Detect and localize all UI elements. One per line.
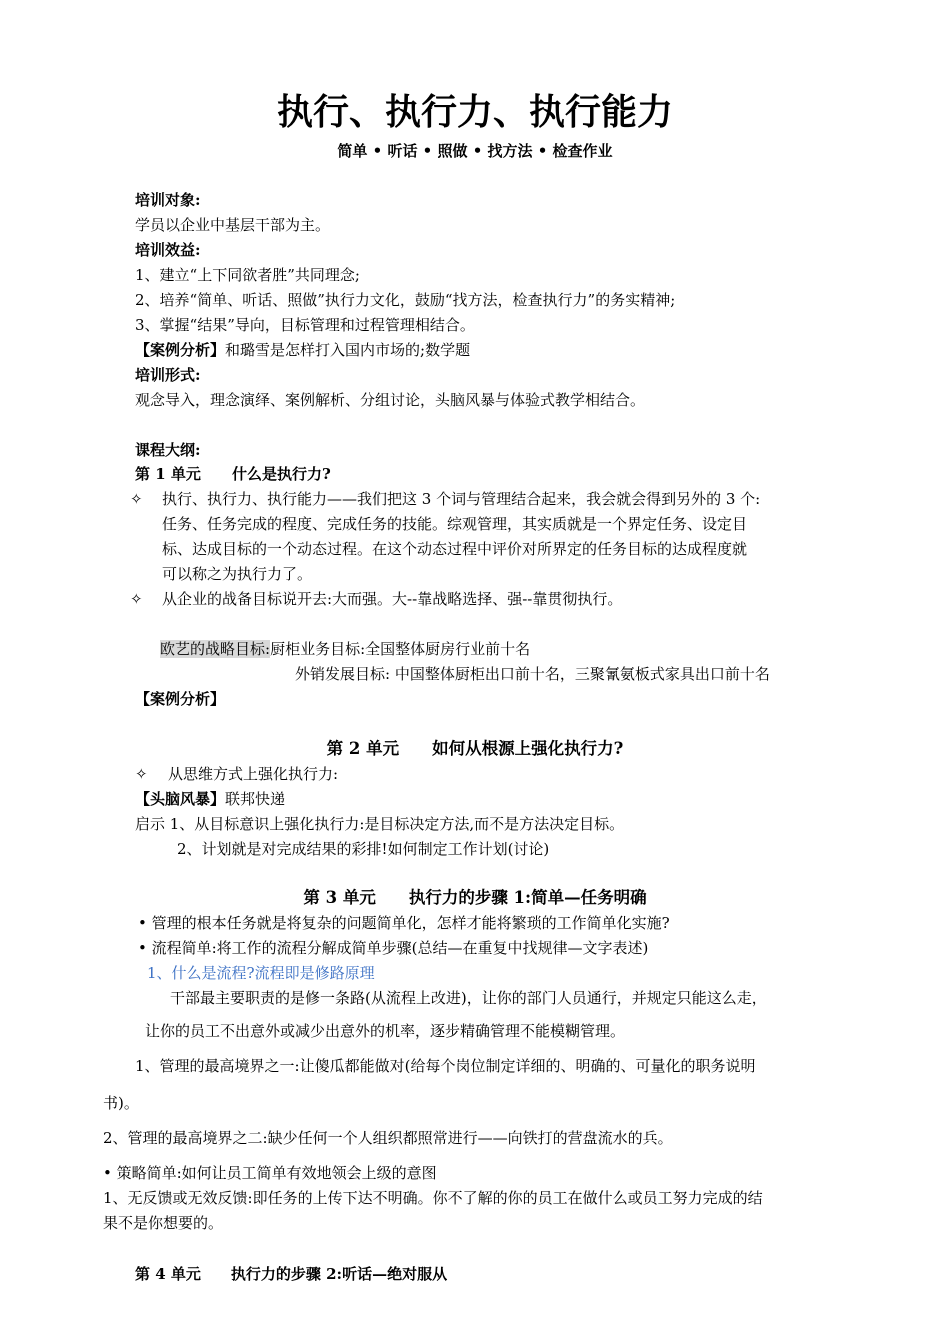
management-realm-1-cont: 书)。 — [103, 1094, 139, 1112]
unit4-heading: 第 4 单元 执行力的步骤 2:听话—绝对服从 — [135, 1265, 448, 1283]
insight-1: 启示 1、从目标意识上强化执行力:是目标决定方法,而不是方法决定目标。 — [135, 815, 625, 833]
unit1-paragraph-line: 标、达成目标的一个动态过程。在这个动态过程中评价对所界定的任务目标的达成程度就 — [162, 540, 748, 558]
unit3-bullet-3: • 策略简单:如何让员工简单有效地领会上级的意图 — [103, 1164, 437, 1182]
benefit-item: 3、掌握“结果”导向，目标管理和过程管理相结合。 — [135, 316, 475, 334]
unit1-strategy-line: 从企业的战备目标说开去:大而强。大--靠战略选择、强--靠贯彻执行。 — [162, 590, 623, 608]
benefit-item: 2、培养“简单、听话、照做”执行力文化，鼓励“找方法，检查执行力”的务实精神; — [135, 291, 676, 309]
unit3-paragraph-line: 干部最主要职责的是修一条路(从流程上改进)，让你的部门人员通行，并规定只能这么走， — [170, 989, 767, 1007]
case-analysis-text: 和璐雪是怎样打入国内市场的;数学题 — [225, 341, 471, 359]
training-target-label: 培训对象: — [135, 191, 201, 209]
case-analysis-label: 【案例分析】 — [135, 341, 226, 359]
unit3-paragraph-line: 让你的员工不出意外或减少出意外的机率，逐步精确管理不能模糊管理。 — [145, 1022, 626, 1040]
document-title: 执行、执行力、执行能力 — [276, 92, 673, 133]
unit1-heading-number: 第 1 单元 — [135, 465, 201, 483]
training-target-text: 学员以企业中基层干部为主。 — [135, 216, 331, 234]
management-realm-2: 2、管理的最高境界之二:缺少任何一个人组织都照常进行——向铁打的营盘流水的兵。 — [103, 1129, 673, 1147]
strategic-goal-1: 厨柜业务目标:全国整体厨房行业前十名 — [270, 640, 531, 658]
benefit-item: 1、建立“上下同欲者胜”共同理念; — [135, 266, 360, 284]
unit2-heading: 第 2 单元 如何从根源上强化执行力? — [326, 739, 624, 758]
unit1-paragraph-line: 执行、执行力、执行能力——我们把这 3 个词与管理结合起来，我会就会得到另外的 3 个: — [162, 490, 761, 508]
unit1-paragraph-line: 任务、任务完成的程度、完成任务的技能。综观管理，其实质就是一个界定任务、设定目 — [162, 515, 748, 533]
training-form-label: 培训形式: — [135, 366, 201, 384]
brainstorm-line — [135, 789, 285, 809]
document-subtitle: 简单 • 听话 • 照做 • 找方法 • 检查作业 — [337, 142, 613, 160]
strategic-goal-label: 欧艺的战略目标: — [160, 640, 271, 658]
unit3-heading: 第 3 单元 执行力的步骤 1:简单—任务明确 — [303, 888, 647, 907]
course-outline-label: 课程大纲: — [135, 441, 201, 459]
unit1-case-label: 【案例分析】 — [135, 690, 226, 708]
case-analysis-line — [135, 340, 470, 360]
diamond-bullet-icon: ✧ — [135, 765, 148, 783]
insight-2: 2、计划就是对完成结果的彩排!如何制定工作计划(讨论) — [177, 840, 550, 858]
strategic-goal-line — [160, 639, 530, 659]
feedback-line-cont: 果不是你想要的。 — [103, 1214, 224, 1232]
process-question: 1、什么是流程?流程即是修路原理 — [147, 964, 375, 982]
unit1-heading-title: 什么是执行力? — [232, 465, 331, 483]
diamond-bullet-icon: ✧ — [130, 490, 143, 508]
diamond-bullet-icon: ✧ — [130, 590, 143, 608]
unit3-bullet-2: • 流程简单:将工作的流程分解成简单步骤(总结—在重复中找规律—文字表述) — [138, 939, 649, 957]
unit3-bullet-1: • 管理的根本任务就是将复杂的问题简单化，怎样才能将繁琐的工作简单化实施? — [138, 914, 670, 932]
unit1-paragraph-line: 可以称之为执行力了。 — [162, 565, 313, 583]
brainstorm-text: 联邦快递 — [225, 790, 286, 808]
unit2-bullet: 从思维方式上强化执行力: — [168, 765, 339, 783]
training-benefit-label: 培训效益: — [135, 241, 201, 259]
brainstorm-label: 【头脑风暴】 — [135, 790, 226, 808]
training-form-text: 观念导入，理念演绎、案例解析、分组讨论，头脑风暴与体验式教学相结合。 — [135, 391, 646, 409]
feedback-line: 1、无反馈或无效反馈:即任务的上传下达不明确。你不了解的你的员工在做什么或员工努力完成的结 — [103, 1189, 763, 1207]
management-realm-1: 1、管理的最高境界之一:让傻瓜都能做对(给每个岗位制定详细的、明确的、可量化的职务说明 — [135, 1057, 756, 1075]
strategic-goal-2: 外销发展目标: 中国整体厨柜出口前十名，三聚氰氨板式家具出口前十名 — [295, 665, 770, 683]
